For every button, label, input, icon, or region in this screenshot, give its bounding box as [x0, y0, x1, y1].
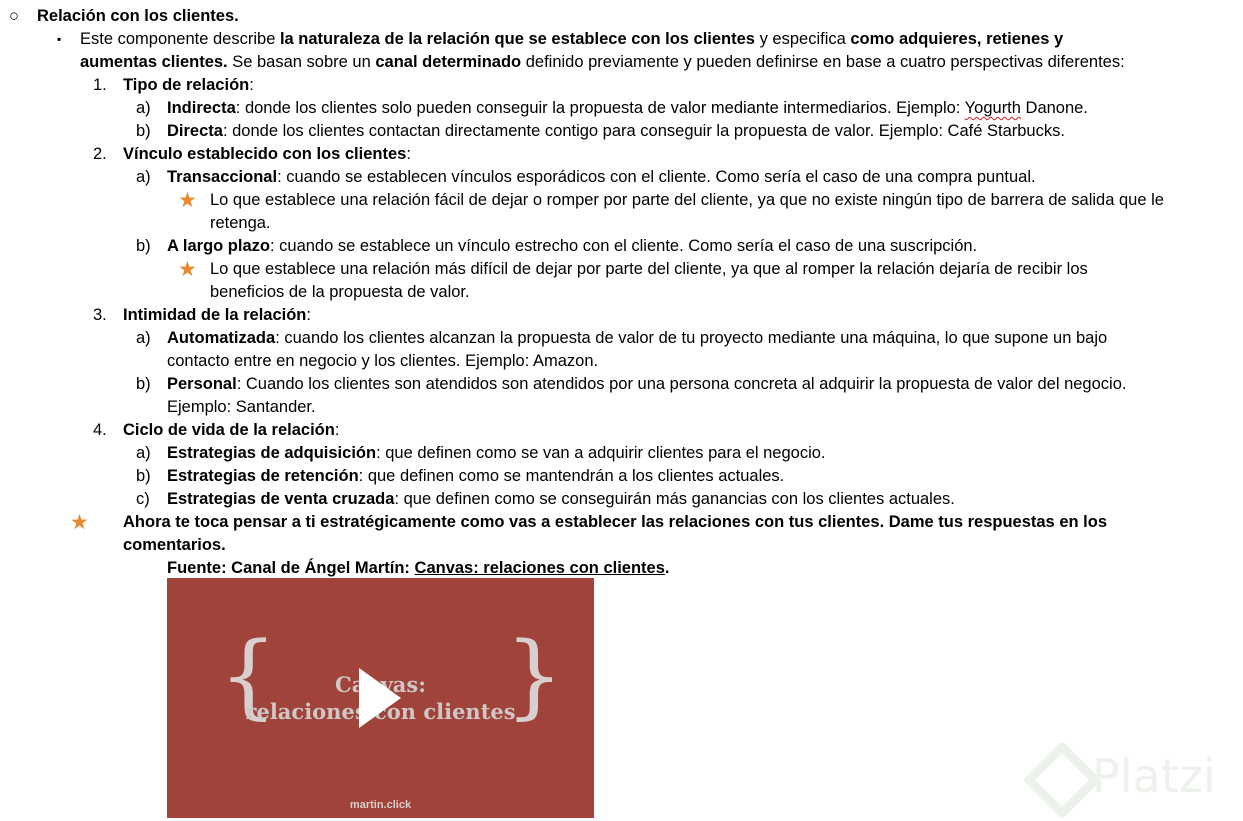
platzi-logo-icon	[1022, 740, 1101, 819]
intro-line-2: aumentas clientes. Se basan sobre un canal determinado definido previamente y pueden definirse en base a cuatro perspectivas diferentes:	[80, 53, 1125, 71]
section-3-title: Intimidad de la relación:	[123, 306, 311, 324]
list-number: 4.	[93, 421, 107, 439]
list-number: 1.	[93, 76, 107, 94]
list-letter: b)	[136, 237, 151, 255]
list-letter: a)	[136, 444, 151, 462]
section-4-title: Ciclo de vida de la relación:	[123, 421, 340, 439]
list-letter: a)	[136, 168, 151, 186]
square-bullet-icon: ▪	[57, 32, 62, 46]
hollow-bullet-icon: ○	[9, 7, 19, 25]
list-item: Indirecta: donde los clientes solo pueden conseguir la propuesta de valor mediante intermediarios. Ejemplo: Yogurth Danone.	[167, 99, 1088, 117]
list-letter: b)	[136, 467, 151, 485]
list-number: 2.	[93, 145, 107, 163]
list-item: Estrategias de venta cruzada: que definen como se conseguirán más ganancias con los clientes actuales.	[167, 490, 955, 508]
list-letter: a)	[136, 329, 151, 347]
cta-line-1: Ahora te toca pensar a ti estratégicamente como vas a establecer las relaciones con tus clientes. Dame tus respuestas en los	[123, 513, 1107, 531]
list-item: Directa: donde los clientes contactan directamente contigo para conseguir la propuesta de valor. Ejemplo: Café Starbucks.	[167, 122, 1065, 140]
list-item-continuation: Ejemplo: Santander.	[167, 398, 316, 416]
source-link[interactable]: Canvas: relaciones con clientes	[414, 559, 665, 577]
list-item: Personal: Cuando los clientes son atendidos son atendidos por una persona concreta al adquirir la propuesta de valor del negocio.	[167, 375, 1127, 393]
section-heading: Relación con los clientes.	[37, 7, 239, 25]
section-2-title: Vínculo establecido con los clientes:	[123, 145, 411, 163]
list-item: Automatizada: cuando los clientes alcanzan la propuesta de valor de tu proyecto mediante una máquina, lo que supone un bajo	[167, 329, 1108, 347]
right-brace-graphic: }	[505, 622, 564, 729]
list-letter: b)	[136, 375, 151, 393]
list-letter: c)	[136, 490, 150, 508]
list-item: A largo plazo: cuando se establece un vínculo estrecho con el cliente. Como sería el caso de una suscripción.	[167, 237, 978, 255]
list-item: Estrategias de adquisición: que definen como se van a adquirir clientes para el negocio.	[167, 444, 826, 462]
source-line: Fuente: Canal de Ángel Martín: Canvas: relaciones con clientes.	[167, 559, 670, 577]
note-line-2: retenga.	[210, 214, 271, 232]
misspelled-word: Yogurth	[964, 99, 1021, 117]
note-line-1: Lo que establece una relación fácil de dejar o romper por parte del cliente, ya que no existe ningún tipo de barrera de salida que le	[210, 191, 1164, 209]
video-title-line-2: relaciones con clientes	[245, 699, 516, 724]
play-icon[interactable]	[359, 668, 401, 728]
watermark-text: Platzi	[1092, 749, 1216, 803]
list-item: Transaccional: cuando se establecen vínculos esporádicos con el cliente. Como sería el caso de una compra puntual.	[167, 168, 1036, 186]
section-1-title: Tipo de relación:	[123, 76, 254, 94]
video-thumbnail[interactable]	[167, 578, 594, 818]
star-icon: ★	[178, 189, 197, 212]
platzi-watermark	[1022, 742, 1243, 812]
intro-line-1: Este componente describe la naturaleza de la relación que se establece con los clientes y especifica como adquieres, retienes y	[80, 30, 1064, 48]
left-brace-graphic: {	[219, 622, 278, 729]
video-footer: martin.click	[349, 799, 412, 811]
list-item: Estrategias de retención: que definen como se mantendrán a los clientes actuales.	[167, 467, 785, 485]
video-title-line-1: Canvas:	[335, 672, 426, 697]
list-letter: a)	[136, 99, 151, 117]
star-icon: ★	[70, 511, 89, 534]
cta-line-2: comentarios.	[123, 536, 226, 554]
note-line-1: Lo que establece una relación más difícil de dejar por parte del cliente, ya que al romper la relación dejaría de recibir los	[210, 260, 1088, 278]
list-item-continuation: contacto entre en negocio y los clientes. Ejemplo: Amazon.	[167, 352, 599, 370]
note-line-2: beneficios de la propuesta de valor.	[210, 283, 470, 301]
list-letter: b)	[136, 122, 151, 140]
list-number: 3.	[93, 306, 107, 324]
star-icon: ★	[178, 258, 197, 281]
